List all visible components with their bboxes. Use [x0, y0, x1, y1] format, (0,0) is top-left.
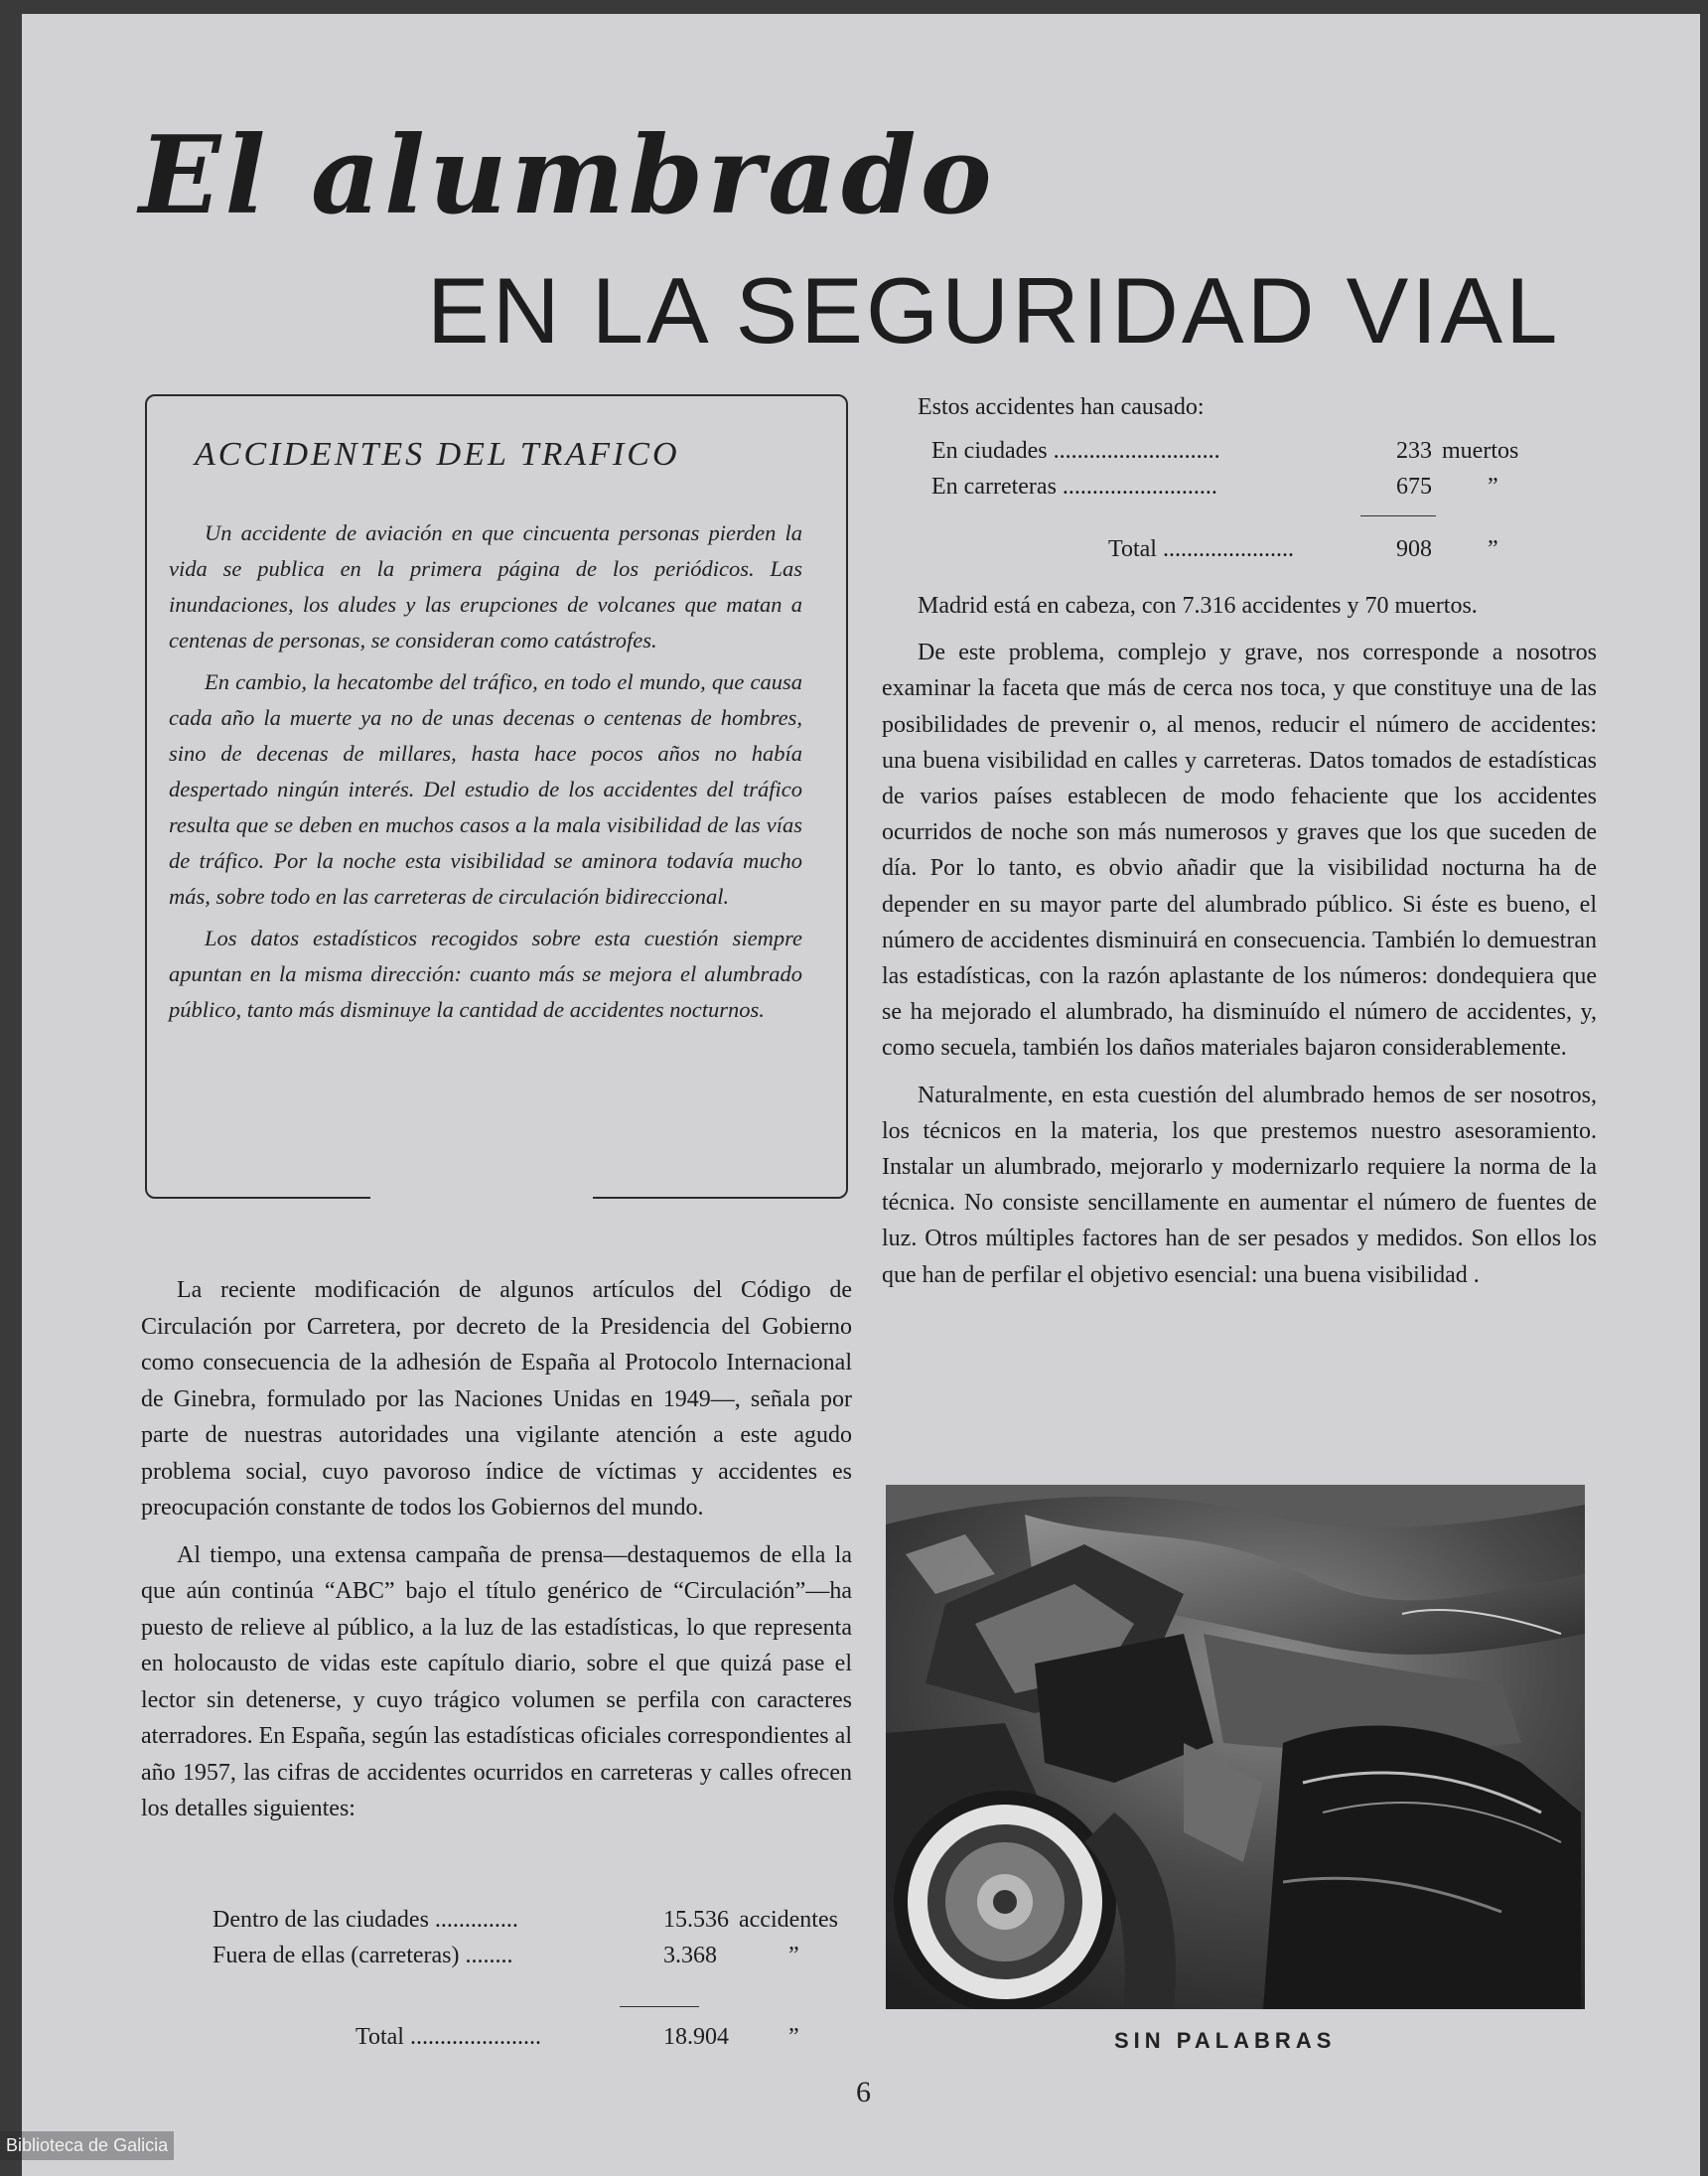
body-paragraph: Naturalmente, en esta cuestión del alumbrado hemos de ser nosotros, los técnicos en la materia, los que prestemos nuestro asesoramiento. Instalar un alumbrado, mejorarlo y modernizarlo requiere la norma de la técnica. No consiste sencillamente en aumentar el número de fuentes de luz. Otros múltiples factores han de ser pesados y medidos. Son ellos los que han de perfilar el objetivo esencial: una buena visibilidad . [882, 1082, 1597, 1288]
stat-number: 15.536 [663, 1907, 729, 1933]
box-border-gap [370, 1193, 593, 1203]
box-heading: ACCIDENTES DEL TRAFICO [195, 436, 680, 473]
stat-number: 18.904 [663, 2024, 729, 2050]
magazine-page [22, 14, 1700, 2176]
stat-number: 675 [1396, 474, 1432, 500]
left-column [141, 1272, 852, 1838]
sidebar-box [145, 394, 848, 1199]
right-column [882, 588, 1597, 1304]
stat-number: 908 [1396, 536, 1432, 562]
library-credit: Biblioteca de Galicia [0, 2131, 174, 2160]
stat-number: 3.368 [663, 1943, 717, 1968]
crashed-car-photo [886, 1485, 1585, 2009]
crashed-car-illustration [886, 1485, 1585, 2009]
box-paragraph: Los datos estadísticos recogidos sobre esta cuestión siempre apuntan en la misma dirección: cuanto más se mejora el alumbrado público, tanto más disminuye la cantidad de accidentes nocturnos. [169, 926, 802, 1022]
body-paragraph: Al tiempo, una extensa campaña de prensa—destaquemos de ella la que aún continúa “ABC” bajo el título genérico de “Circulación”—ha puesto de relieve al público, a la luz de las estadísticas, lo que representa en holocausto de vidas este capítulo diario, sobre el que quizá pase el lector sin detenerse, y cuyo trágico volumen se perfila con caracteres aterradores. En España, según las estadísticas oficiales correspondientes al año 1957, las cifras de accidentes ocurridos en carreteras y calles ofrecen los detalles siguientes: [141, 1541, 852, 1821]
stat-unit: ” [1488, 536, 1498, 562]
body-paragraph: De este problema, complejo y grave, nos corresponde a nosotros examinar la faceta que más de cerca nos toca, y que constituye una de las posibilidades de prevenir o, al menos, reducir el número de accidentes: una buena visibilidad en calles y carreteras. Datos tomados de estadísticas de varios países establecen de modo fehaciente que los accidentes ocurridos de noche son más numerosos y graves que los que suceden de día. Por lo tanto, es obvio añadir que la visibilidad nocturna ha de depender en su mayor parte del alumbrado público. Si éste es bueno, el número de accidentes disminuirá en consecuencia. También lo demuestran las estadísticas, con la razón aplastante de los números: dondequiera que se ha mejorado el alumbrado, ha disminuído el número de accidentes, y, como secuela, también los daños materiales bajaron considerablemente. [882, 640, 1597, 1062]
body-paragraph: Madrid está en cabeza, con 7.316 accidentes y 70 muertos. [918, 593, 1478, 619]
sum-rule [620, 2006, 699, 2007]
box-paragraph: En cambio, la hecatombe del tráfico, en todo el mundo, que causa cada año la muerte ya no de unas decenas o centenas de hombres, sino de decenas de millares, hasta hace pocos años no había despertado ningún interés. Del estudio de los accidentes del tráfico resulta que se deben en muchos casos a la mala visibilidad de las vías de tráfico. Por la noche esta visibilidad se aminora todavía mucho más, sobre todo en las carreteras de circulación bidireccional. [169, 669, 802, 909]
stat-label: Dentro de las ciudades .............. [213, 1907, 518, 1933]
stat-unit: ” [788, 2024, 799, 2050]
stat-unit: ” [788, 1943, 799, 1968]
stat-label: Fuera de ellas (carreteras) ........ [213, 1943, 513, 1968]
stat-unit: muertos [1442, 438, 1519, 464]
body-paragraph: La reciente modificación de algunos artículos del Código de Circulación por Carretera, por decreto de la Presidencia del Gobierno como consecuencia de la adhesión de España al Protocolo Internacional de Ginebra, formulado por las Naciones Unidas en 1949—, señala por parte de nuestras autoridades una vigilante atención a este agudo problema social, cuyo pavoroso índice de víctimas y accidentes es preocupación constante de todos los Gobiernos del mundo. [141, 1277, 852, 1521]
title-main: EN LA SEGURIDAD VIAL [427, 258, 1561, 363]
page-number: 6 [856, 2076, 871, 2108]
box-text [169, 515, 802, 1034]
stat-label: Total ...................... [1108, 536, 1294, 562]
photo-caption: SIN PALABRAS [1114, 2028, 1337, 2053]
box-paragraph: Un accidente de aviación en que cincuenta personas pierden la vida se publica en la primera página de los periódicos. Las inundaciones, los aludes y las erupciones de volcanes que matan a centenas de personas, se consideran como catástrofes. [169, 520, 802, 653]
stat-label: Total ...................... [356, 2024, 541, 2050]
stat-label: En carreteras .......................... [931, 474, 1217, 500]
stat-label: En ciudades ............................ [931, 438, 1220, 464]
sum-rule [1360, 515, 1436, 516]
stat-unit: accidentes [739, 1907, 838, 1933]
title-script: El alumbrado [139, 113, 996, 238]
stat-unit: ” [1488, 474, 1498, 500]
stat-number: 233 [1396, 438, 1432, 464]
deaths-intro: Estos accidentes han causado: [918, 394, 1205, 420]
